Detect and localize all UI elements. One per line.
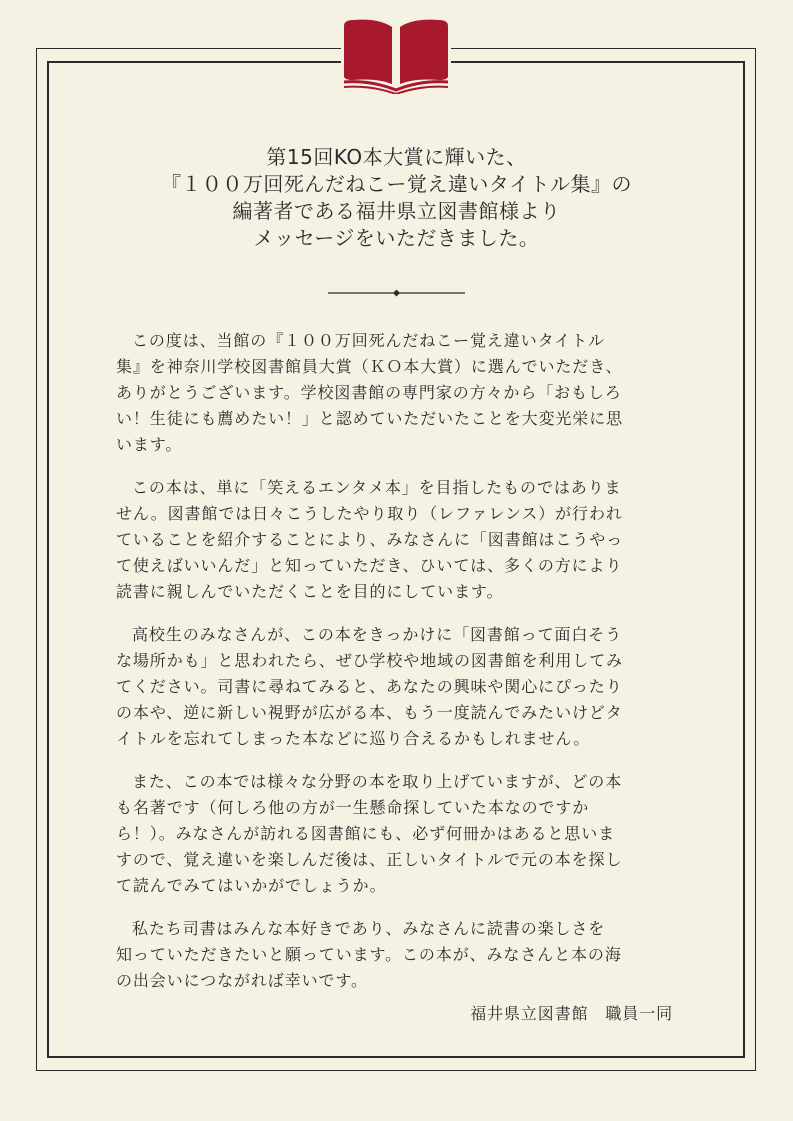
paragraph-line: すので、覚え違いを楽しんだ後は、正しいタイトルで元の本を探し [116, 850, 623, 869]
paragraph-line: 集』を神奈川学校図書館員大賞（ＫＯ本大賞）に選んでいただき、 [116, 357, 623, 376]
title-line: メッセージをいただきました。 [253, 226, 540, 250]
paragraph-line: ていることを紹介することにより、みなさんに「図書館はこうやっ [116, 530, 624, 549]
paragraph [116, 328, 676, 458]
paragraph-line: てください。司書に尋ねてみると、あなたの興味や関心にぴったり [116, 677, 623, 696]
paragraph-line: て読んでみてはいかがでしょうか。 [116, 876, 387, 895]
paragraph-line: の本や、逆に新しい視野が広がる本、もう一度読んでみたいけどタ [116, 703, 623, 722]
message-body [116, 328, 676, 1011]
paragraph-line: 読書に親しんでいただくことを目的にしています。 [116, 582, 504, 601]
paragraph-line: この本は、単に「笑えるエンタメ本」を目指したものではありま [132, 478, 622, 497]
paragraph-line: な場所かも」と思われたら、ぜひ学校や地域の図書館を利用してみ [116, 651, 624, 670]
paragraph-line: て使えばいいんだ」と知っていただき、ひいては、多くの方により [116, 556, 623, 575]
paragraph [116, 769, 676, 899]
paragraph-line: ありがとうございます。学校図書館の専門家の方々から「おもしろ [116, 383, 622, 402]
paragraph-line: 知っていただきたいと願っています。この本が、みなさんと本の海 [116, 945, 622, 964]
paragraph-line: ら！）。みなさんが訪れる図書館にも、必ず何冊かはあると思いま [116, 824, 616, 843]
paragraph-line: 高校生のみなさんが、この本をきっかけに「図書館って面白そう [132, 625, 623, 644]
title-line: 『１００万回死んだねこー覚え違いタイトル集』の [160, 172, 633, 196]
paragraph-line: この度は、当館の『１００万回死んだねこー覚え違いタイトル [132, 331, 605, 350]
paragraph-line: 私たち司書はみんな本好きであり、みなさんに読書の楽しさを [132, 919, 606, 938]
open-book-icon [341, 18, 451, 94]
paragraph-line: の出会いにつながれば幸いです。 [116, 971, 368, 990]
paragraph-line: い！生徒にも薦めたい！」と認めていただいたことを大変光栄に思 [116, 409, 624, 428]
paragraph [116, 916, 676, 994]
signature: 福井県立図書館 職員一同 [470, 1004, 673, 1023]
paragraph-line: せん。図書館では日々こうしたやり取り（レファレンス）が行われ [116, 504, 623, 523]
divider-ornament [328, 286, 465, 300]
paragraph-line: また、この本では様々な分野の本を取り上げていますが、どの本 [132, 772, 623, 791]
paragraph-line: イトルを忘れてしまった本などに巡り合えるかもしれません。 [116, 729, 591, 748]
paragraph [116, 622, 676, 752]
title-line: 編著者である福井県立図書館様より [232, 199, 561, 223]
paragraph-line: も名著です（何しろ他の方が一生懸命探していた本なのですか [116, 798, 590, 817]
title-line: 第15回KO本大賞に輝いた、 [266, 145, 527, 169]
page-title [60, 144, 733, 252]
paragraph [116, 475, 676, 605]
paragraph-line: います。 [116, 435, 183, 454]
